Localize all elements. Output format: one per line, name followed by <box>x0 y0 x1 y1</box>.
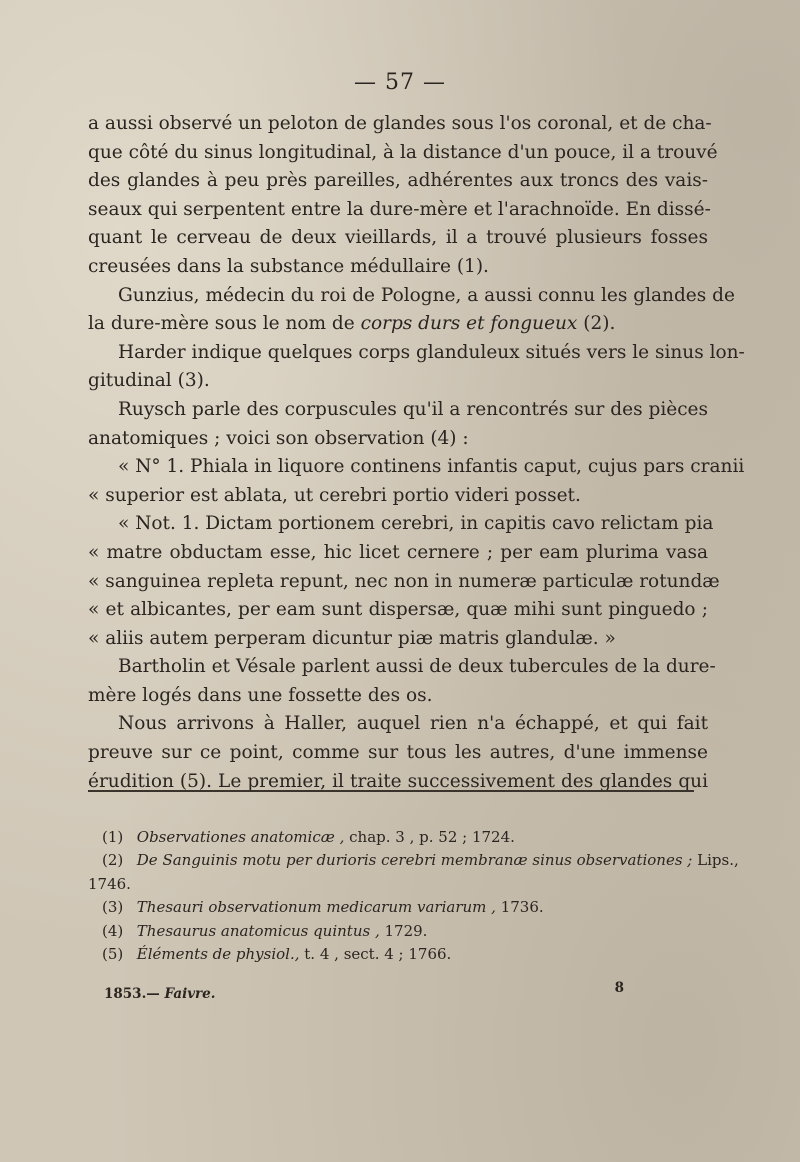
footnote-details: 1729. <box>379 921 428 940</box>
text-line: creusées dans la substance médullaire (1). <box>88 255 489 277</box>
footnote-title: Observationes anatomicæ , <box>136 828 345 846</box>
footnote <box>88 849 739 872</box>
printer-signature <box>104 986 215 1002</box>
text-line: mère logés dans une fossette des os. <box>88 684 433 706</box>
footnote-details: chap. 3 , p. 52 ; 1724. <box>344 828 515 846</box>
italic-term: corps durs et fongueux <box>360 313 578 335</box>
text-line: Gunzius, médecin du roi de Pologne, a aussi connu les glandes de <box>118 284 735 306</box>
footnote-continuation: 1746. <box>88 874 131 893</box>
footnote-number: (2) <box>102 851 124 870</box>
footnote-details: 1736. <box>495 898 544 917</box>
footnote <box>88 896 700 919</box>
footnote-divider <box>88 790 694 792</box>
text-line: Nous arrivons à Haller, auquel rien n'a échappé, et qui fait <box>118 713 708 735</box>
body-text <box>88 110 745 796</box>
text-line: seaux qui serpentent entre la dure-mère et l'arachnoïde. En dissé- <box>88 198 711 220</box>
footnotes <box>88 826 739 966</box>
text-line: des glandes à peu près pareilles, adhérentes aux troncs des vais- <box>88 170 708 192</box>
quote-line: « Not. 1. Dictam portionem cerebri, in capitis cavo relictam pia <box>118 513 714 535</box>
footnote-details: Lips., <box>692 851 739 870</box>
footnote-title: Thesauri observationum medicarum variarum , <box>136 898 496 917</box>
text-line: quant le cerveau de deux vieillards, il a trouvé plusieurs fosses <box>88 227 708 249</box>
text-line: Ruysch parle des corpuscules qu'il a rencontrés sur des pièces <box>118 398 708 420</box>
text-line-with-italic <box>88 310 708 339</box>
quote-line: « sanguinea repleta repunt, nec non in numeræ particulæ rotundæ <box>88 570 720 592</box>
signature-name: Faivre. <box>164 986 216 1002</box>
quote-line: « matre obductam esse, hic licet cernere ; per eam plurima vasa <box>88 541 708 563</box>
text-line: érudition (5). Le premier, il traite successivement des glandes qui <box>88 770 708 792</box>
footnote <box>88 826 700 849</box>
footnote-number: (5) <box>102 945 124 964</box>
footnote <box>88 943 700 966</box>
sheet-number: 8 <box>614 980 624 996</box>
text-line: anatomiques ; voici son observation (4) : <box>88 427 469 449</box>
quote-line: « aliis autem perperam dicuntur piæ matris glandulæ. » <box>88 627 616 649</box>
footnote-title: Éléments de physiol., <box>136 945 300 964</box>
text-line: preuve sur ce point, comme sur tous les autres, d'une immense <box>88 742 708 764</box>
footnote-number: (1) <box>102 828 124 846</box>
footnote-details: t. 4 , sect. 4 ; 1766. <box>299 945 452 964</box>
text-line: Harder indique quelques corps glanduleux situés vers le sinus lon- <box>118 341 745 363</box>
text-line: a aussi observé un peloton de glandes sous l'os coronal, et de cha- <box>88 113 712 134</box>
quote-line: « N° 1. Phiala in liquore continens infantis caput, cujus pars cranii <box>118 456 745 478</box>
text-fragment: (2). <box>577 313 616 335</box>
footnote-title: De Sanguinis motu per durioris cerebri membranæ sinus observationes ; <box>136 851 693 870</box>
text-line: que côté du sinus longitudinal, à la distance d'un pouce, il a trouvé <box>88 141 718 163</box>
text-fragment: la dure-mère sous le nom de <box>88 313 361 335</box>
signature-year: 1853.— <box>104 986 165 1002</box>
footnote-title: Thesaurus anatomicus quintus , <box>136 921 380 940</box>
text-line: gitudinal (3). <box>88 370 210 392</box>
page-number: — 57 — <box>354 70 446 95</box>
quote-line: « superior est ablata, ut cerebri portio videri posset. <box>88 484 581 506</box>
quote-line: « et albicantes, per eam sunt dispersæ, quæ mihi sunt pinguedo ; <box>88 599 708 621</box>
text-line: Bartholin et Vésale parlent aussi de deux tubercules de la dure- <box>118 656 716 678</box>
footnote <box>88 920 700 943</box>
footnote-number: (3) <box>102 898 124 917</box>
footnote-number: (4) <box>102 921 124 940</box>
